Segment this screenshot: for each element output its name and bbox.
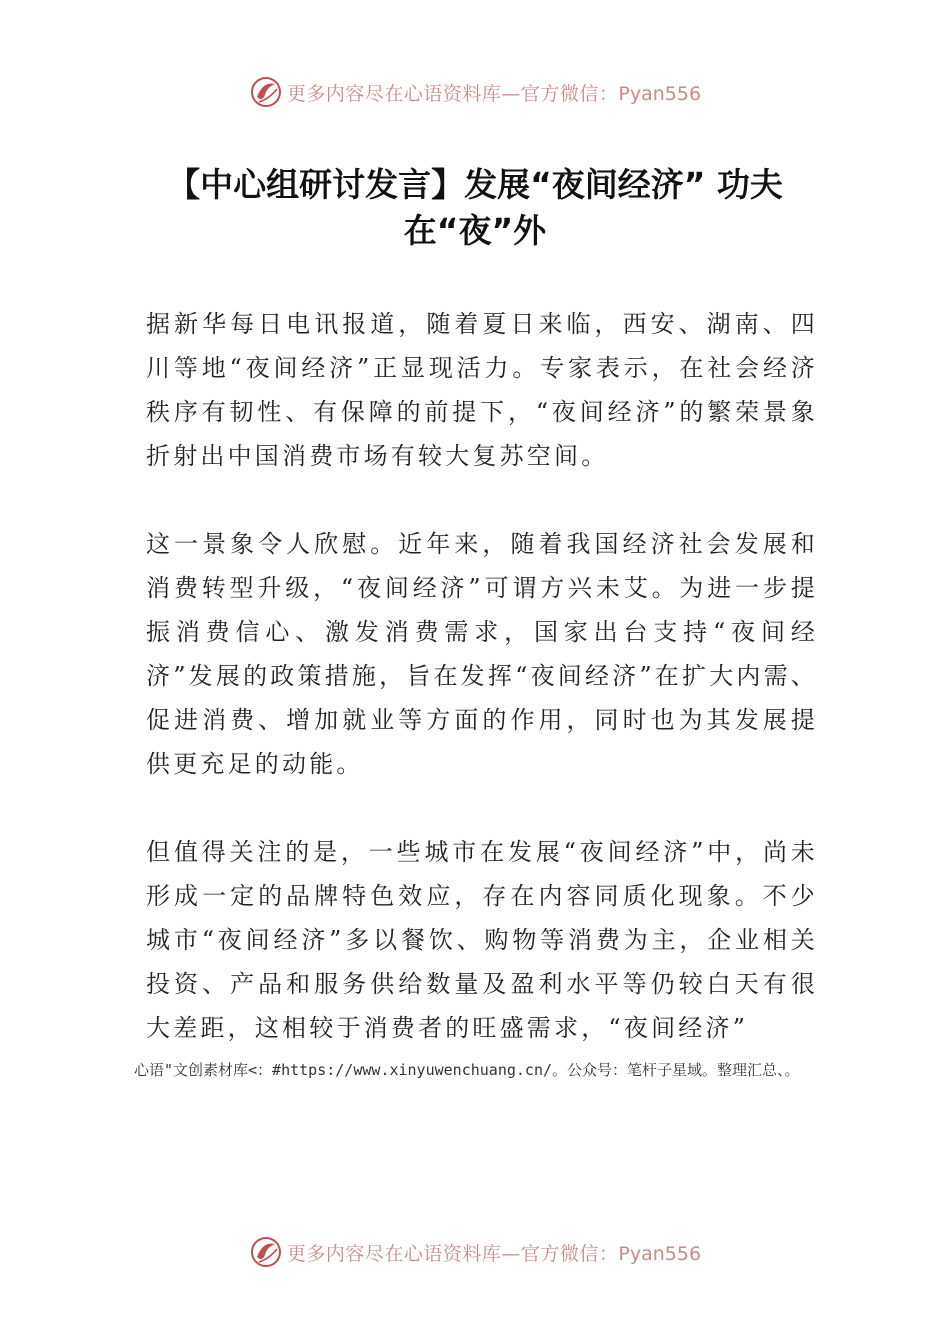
footer-banner <box>0 1232 950 1272</box>
source-footnote: 心语"文创素材库<：#https://www.xinyuwenchuang.cn/。公众号：笔杆子星域。整理汇总、。 <box>134 1061 800 1079</box>
logo-icon <box>249 1235 283 1269</box>
header-banner <box>0 72 950 112</box>
page-title: 【中心组研讨发言】发展“夜间经济” 功夫在“夜”外 <box>167 165 783 250</box>
logo-icon <box>249 75 283 109</box>
paragraph: 但值得关注的是，一些城市在发展“夜间经济”中，尚未形成一定的品牌特色效应，存在内容同质化现象。不少城市“夜间经济”多以餐饮、购物等消费为主，企业相关投资、产品和服务供给数量及盈利水平等仍较白天有很大差距，这相较于消费者的旺盛需求，“夜间经济” <box>146 838 818 1042</box>
banner-text: 更多内容尽在心语资料库—官方微信：Pyan556 <box>286 82 702 105</box>
article-body <box>146 302 818 1094</box>
banner-wechat-id: Pyan556 <box>618 1242 702 1265</box>
banner-text: 更多内容尽在心语资料库—官方微信：Pyan556 <box>286 1242 702 1265</box>
paragraph: 据新华每日电讯报道，随着夏日来临，西安、湖南、四川等地“夜间经济”正显现活力。专家表示，在社会经济秩序有韧性、有保障的前提下，“夜间经济”的繁荣景象折射出中国消费市场有较大复苏空间。 <box>146 310 818 470</box>
paragraph: 这一景象令人欣慰。近年来，随着我国经济社会发展和消费转型升级，“夜间经济”可谓方兴未艾。为进一步提振消费信心、激发消费需求，国家出台支持“夜间经济”发展的政策措施，旨在发挥“夜间经济”在扩大内需、促进消费、增加就业等方面的作用，同时也为其发展提供更充足的动能。 <box>146 530 819 778</box>
banner-wechat-id: Pyan556 <box>618 82 702 105</box>
